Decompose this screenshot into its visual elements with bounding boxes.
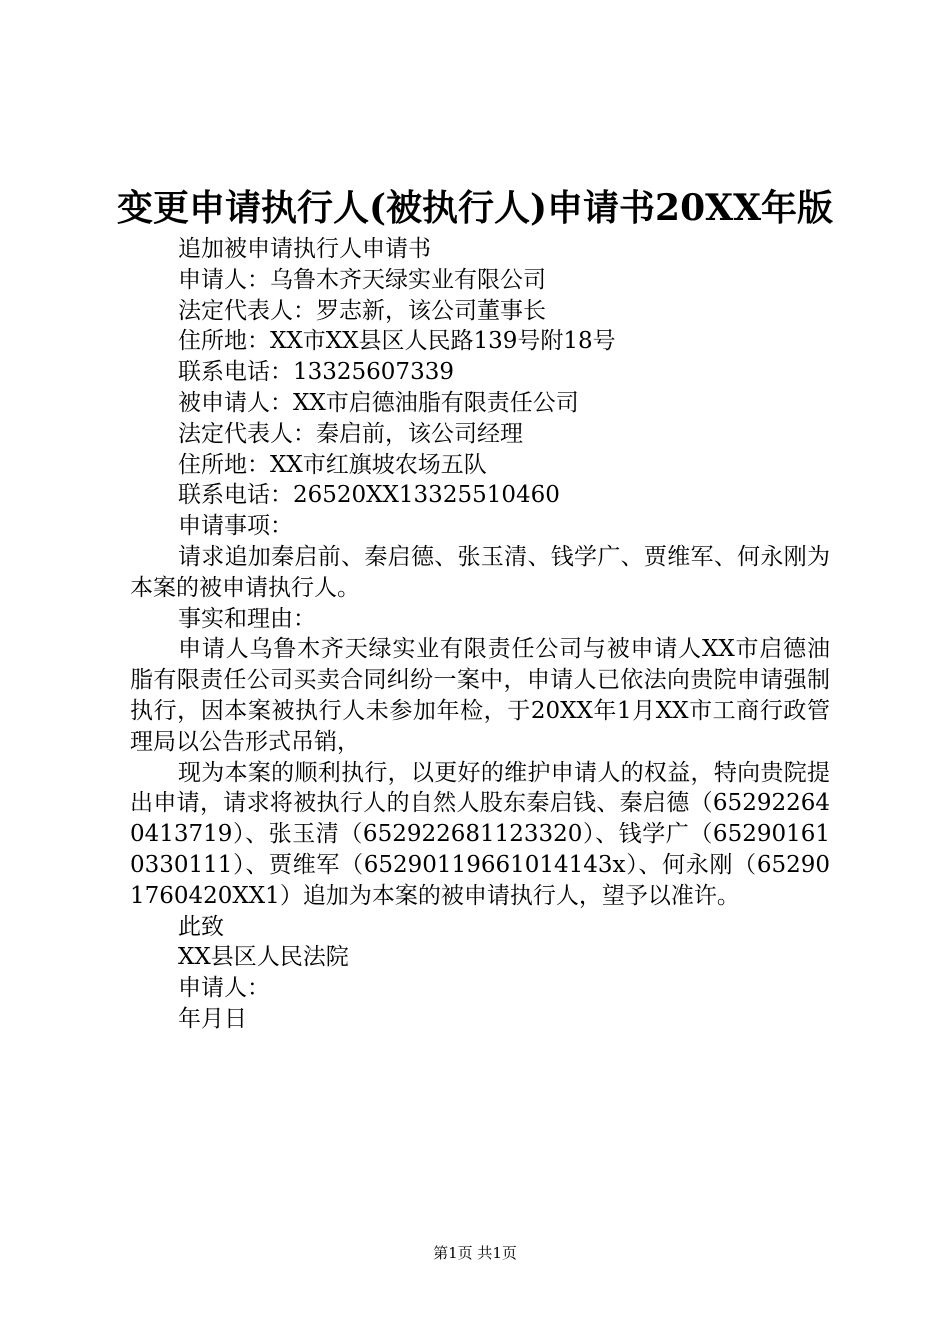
document-body [130,234,830,1035]
request-paragraph: 请求追加秦启前、秦启德、张玉清、钱学广、贾维军、何永刚为本案的被申请执行人。 [130,543,830,601]
applicant-representative-line: 法定代表人：罗志新，该公司董事长 [178,297,546,324]
respondent-phone-line: 联系电话：26520XX13325510460 [178,482,560,509]
closing-court: XX县区人民法院 [178,944,349,971]
respondent-line: 被申请人：XX市启德油脂有限责任公司 [178,389,579,416]
facts-paragraph: 申请人乌鲁木齐天绿实业有限责任公司与被申请人XX市启德油脂有限责任公司买卖合同纠纷一案中，申请人已依法向贵院申请强制执行，因本案被执行人未参加年检，于20XX年1月XX市工商行政管理局以公告形式吊销， [130,636,830,755]
applicant-address-line: 住所地：XX市XX县区人民路139号附18号 [178,328,616,355]
request-heading: 申请事项： [178,513,293,540]
closing-salutation: 此致 [178,913,224,940]
reason-paragraph: 现为本案的顺利执行，以更好的维护申请人的权益，特向贵院提出申请，请求将被执行人的自然人股东秦启钱、秦启德（652922640413719）、张玉清（652922681123320）、钱学广（652901610330111）、贾维军（65290119661014143x）、何永刚（652901760420XX1）追加为本案的被申请执行人，望予以准许。 [130,759,830,909]
facts-heading: 事实和理由： [178,605,316,632]
doc-heading-line: 追加被申请执行人申请书 [178,236,431,262]
applicant-phone-line: 联系电话：13325607339 [178,359,454,386]
respondent-address-line: 住所地：XX市红旗坡农场五队 [178,451,487,478]
closing-applicant: 申请人： [178,975,270,1002]
page-footer: 第1页 共1页 [433,1244,517,1262]
respondent-representative-line: 法定代表人：秦启前，该公司经理 [178,420,523,447]
closing-date: 年月日 [178,1005,247,1032]
document-title: 变更申请执行人(被执行人)申请书20XX年版 [116,187,834,229]
applicant-line: 申请人：乌鲁木齐天绿实业有限公司 [178,266,546,293]
